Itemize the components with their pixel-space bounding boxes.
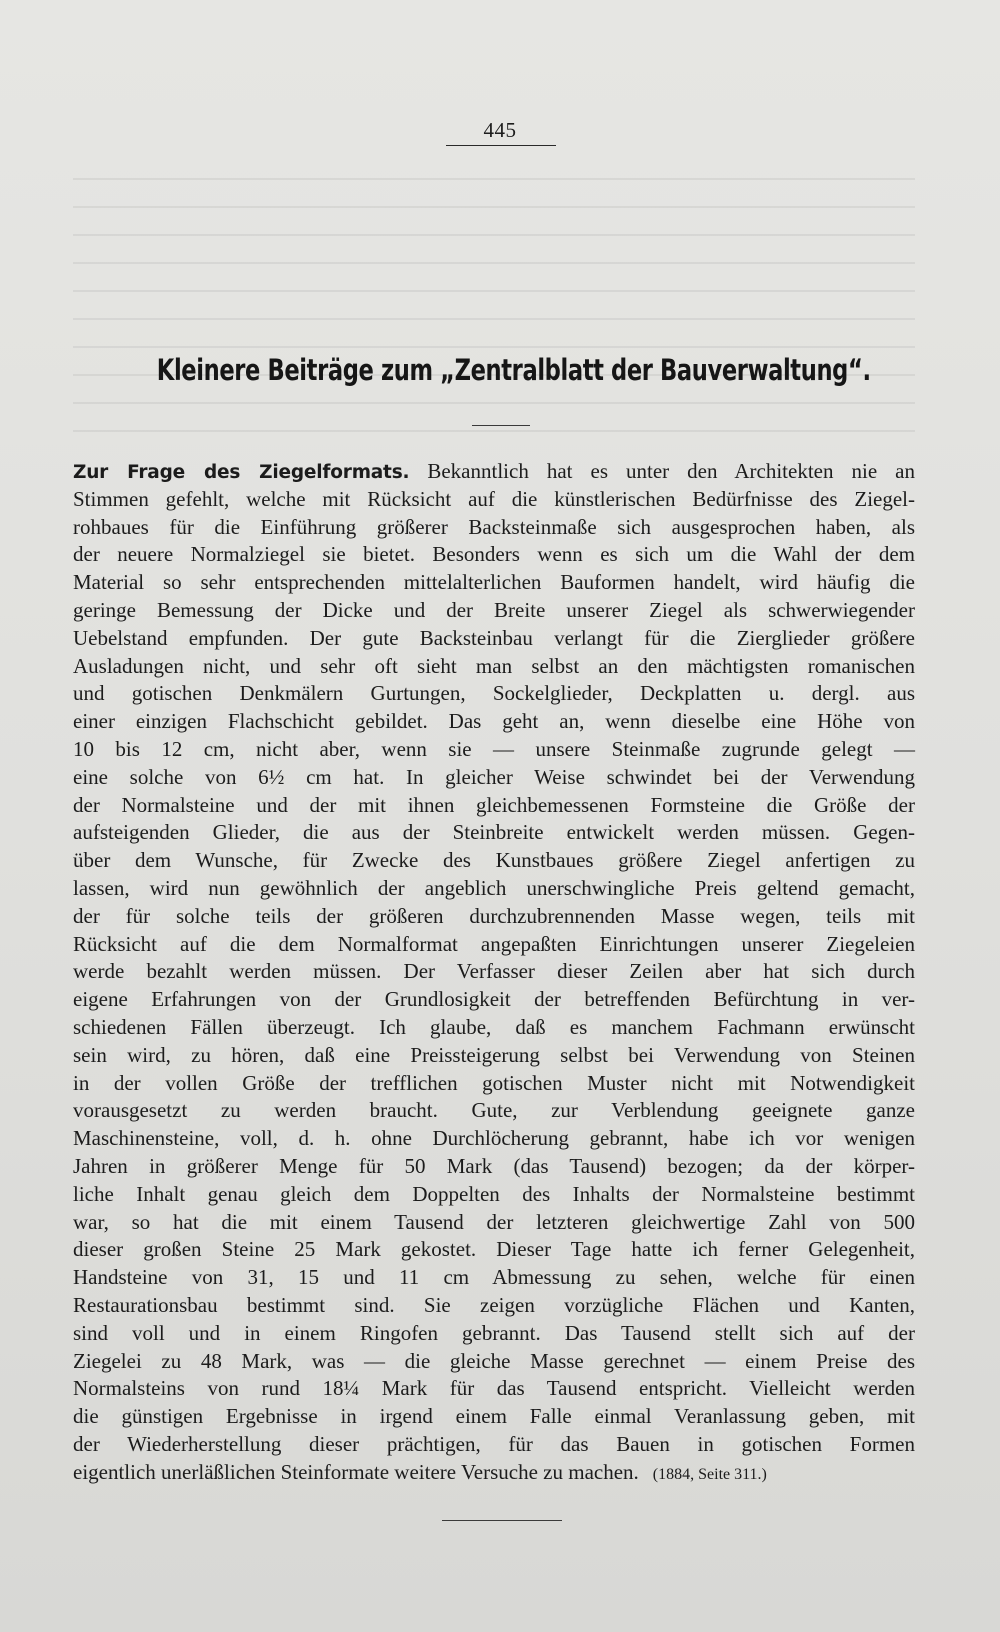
paragraph-line: Maschinensteine, voll, d. h. ohne Durchlöcherung gebrannt, habe ich vor wenigen [73, 1126, 915, 1151]
paragraph-line: Rücksicht auf die dem Normalformat angepaßten Einrichtungen unserer Ziegeleien [73, 931, 915, 956]
paragraph-line: Zur Frage des Ziegelformats. Bekanntlich hat es unter den Architekten nie an [73, 459, 915, 483]
paragraph-line: dieser großen Steine 25 Mark gekostet. Dieser Tage hatte ich ferner Gelegenheit, [73, 1237, 915, 1262]
paragraph-line: sind voll und in einem Ringofen gebrannt. Das Tausend stellt sich auf der [73, 1320, 915, 1345]
paragraph-line: der neuere Normalziegel sie bietet. Besonders wenn es sich um die Wahl der dem [73, 542, 915, 567]
paragraph-line: liche Inhalt genau gleich dem Doppelten des Inhalts der Normalsteine bestimmt [73, 1181, 915, 1206]
paragraph-line: Ausladungen nicht, und sehr oft sieht man selbst an den mächtigsten romanischen [73, 653, 915, 678]
paragraph-line: über dem Wunsche, für Zwecke des Kunstbaues größere Ziegel anfertigen zu [73, 848, 915, 873]
paragraph-line: lassen, wird nun gewöhnlich der angeblich unerschwingliche Preis geltend gemacht, [73, 875, 915, 900]
paragraph-line: Uebelstand empfunden. Der gute Backsteinbau verlangt für die Zierglieder größere [73, 625, 915, 650]
source-citation: (1884, Seite 311.) [652, 1465, 767, 1483]
paragraph-line: einer einzigen Flachschicht gebildet. Das geht an, wenn dieselbe eine Höhe von [73, 709, 915, 734]
paragraph-line: schiedenen Fällen überzeugt. Ich glaube, daß es manchem Fachmann erwünscht [73, 1014, 915, 1039]
paragraph-line: der Wiederherstellung dieser prächtigen, für das Bauen in gotischen Formen [73, 1431, 915, 1456]
paragraph-line: werde bezahlt werden müssen. Der Verfasser dieser Zeilen aber hat sich durch [73, 959, 915, 984]
paragraph-line: eigentlich unerläßlichen Steinformate weitere Versuche zu machen. (1884, Seite 311.) [73, 1459, 767, 1484]
paragraph-line: Ziegelei zu 48 Mark, was — die gleiche Masse gerechnet — einem Preise des [73, 1348, 915, 1373]
paragraph-line: Normalsteins von rund 18¼ Mark für das Tausend entspricht. Vielleicht werden [73, 1376, 915, 1401]
page-number-rule [446, 145, 556, 146]
show-through-text [73, 160, 915, 450]
paragraph-line: Jahren in größerer Menge für 50 Mark (das Tausend) bezogen; da der körper- [73, 1153, 915, 1178]
paragraph-line: sein wird, zu hören, daß eine Preissteigerung selbst bei Verwendung von Steinen [73, 1042, 915, 1067]
article-body [73, 458, 915, 1486]
title-divider [472, 425, 530, 426]
article-title: Kleinere Beiträge zum „Zentralblatt der Bauverwaltung“. [156, 353, 871, 387]
paragraph-line: die günstigen Ergebnisse in irgend einem Falle einmal Veranlassung geben, mit [73, 1404, 915, 1429]
paragraph-line: Handsteine von 31, 15 und 11 cm Abmessung zu sehen, welche für einen [73, 1265, 915, 1290]
paragraph-line: Material so sehr entsprechenden mittelalterlichen Bauformen handelt, wird häufig die [73, 570, 915, 595]
paragraph-line: aufsteigenden Glieder, die aus der Steinbreite entwickelt werden müssen. Gegen- [73, 820, 915, 845]
paragraph-line: und gotischen Denkmälern Gurtungen, Sockelglieder, Deckplatten u. dergl. aus [73, 681, 915, 706]
paragraph-line: der für solche teils der größeren durchzubrennenden Masse wegen, teils mit [73, 903, 915, 928]
paragraph-line: Stimmen gefehlt, welche mit Rücksicht auf die künstlerischen Bedürfnisse des Ziegel- [73, 486, 915, 511]
paragraph-line: eine solche von 6½ cm hat. In gleicher Weise schwindet bei der Verwendung [73, 764, 915, 789]
end-divider [442, 1520, 562, 1521]
page-number: 445 [483, 118, 517, 142]
paragraph-line: geringe Bemessung der Dicke und der Breite unserer Ziegel als schwerwiegender [73, 597, 915, 622]
section-heading: Zur Frage des Ziegelformats. [73, 462, 410, 483]
paragraph-line: in der vollen Größe der trefflichen gotischen Muster nicht mit Notwendigkeit [73, 1070, 915, 1095]
paragraph-line: eigene Erfahrungen von der Grundlosigkeit der betreffenden Befürchtung in ver- [73, 987, 915, 1012]
paragraph-line: rohbaues für die Einführung größerer Backsteinmaße sich ausgesprochen haben, als [73, 514, 915, 539]
paragraph-line: der Normalsteine und der mit ihnen gleichbemessenen Formsteine die Größe der [73, 792, 915, 817]
paragraph-line: vorausgesetzt zu werden braucht. Gute, zur Verblendung geeignete ganze [73, 1098, 915, 1123]
paragraph-line: war, so hat die mit einem Tausend der letzteren gleichwertige Zahl von 500 [73, 1209, 915, 1234]
paragraph-line: Restaurationsbau bestimmt sind. Sie zeigen vorzügliche Flächen und Kanten, [73, 1292, 915, 1317]
paragraph-line: 10 bis 12 cm, nicht aber, wenn sie — unsere Steinmaße zugrunde gelegt — [73, 736, 915, 761]
